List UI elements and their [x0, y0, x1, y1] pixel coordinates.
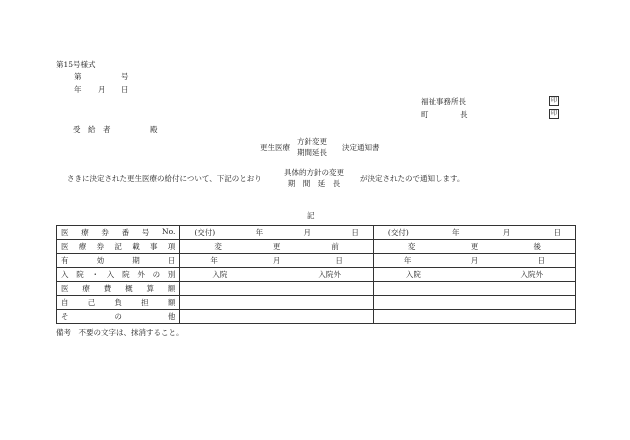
body-intro: さきに決定された更生医療の給付について、下記のとおり [67, 174, 262, 183]
table-row [57, 226, 576, 240]
cell-content [378, 241, 571, 252]
cell-text: 日 [335, 256, 343, 265]
cell-text: 月 [303, 228, 311, 237]
cell-text: 日 [537, 256, 545, 265]
right-copay [373, 296, 575, 310]
cell-content [378, 269, 571, 280]
recipient-honorific: 殿 [150, 125, 158, 134]
left-inpatient [180, 268, 374, 282]
label-justify: 医 療 券 記 載 事 項 [61, 242, 176, 251]
left-valid-date [180, 254, 374, 268]
body-option-1: 具体的方針の変更 [284, 168, 344, 177]
cell-text: 後 [533, 242, 541, 251]
table-row [57, 254, 576, 268]
cell-text: 年 [210, 256, 218, 265]
table-row [57, 240, 576, 254]
right-after-change [373, 240, 575, 254]
cell-text: 年 [403, 256, 412, 265]
office-seal: 印 [550, 97, 557, 104]
town-seal: 印 [550, 110, 557, 117]
cell-text: (交付) [387, 228, 409, 237]
row-label-estimate [57, 282, 180, 296]
label-justify: 医 療 費 概 算 額 [61, 284, 176, 293]
right-estimate [373, 282, 575, 296]
date-year: 年 [74, 85, 82, 94]
form-number: 第15号様式 [56, 60, 96, 69]
title-suffix: 決定通知書 [342, 143, 380, 152]
cell-text: 入院 [405, 270, 421, 279]
left-other [180, 310, 374, 324]
left-issue-date [180, 226, 374, 240]
cell-text: 変 [214, 242, 222, 251]
cell-text: 月 [502, 228, 511, 237]
left-estimate [180, 282, 374, 296]
cell-content [184, 241, 369, 252]
right-inpatient [373, 268, 575, 282]
row-label-copay [57, 296, 180, 310]
ki-heading: 記 [307, 211, 315, 220]
label-justify: 医 療 券 番 号 No. [61, 227, 176, 237]
cell-text: 月 [272, 256, 281, 265]
left-copay [180, 296, 374, 310]
row-label-ticket-number [57, 226, 180, 240]
cell-content [378, 255, 571, 266]
footnote: 備考 不要の文字は、抹消すること。 [56, 328, 184, 337]
title-prefix: 更生医療 [260, 143, 290, 152]
cell-content [184, 269, 369, 280]
body-option-2: 期 間 延 長 [287, 179, 341, 188]
label-justify: 有 効 期 日 [61, 256, 176, 265]
doc-no-prefix: 第 [74, 72, 82, 81]
date-day: 日 [121, 85, 129, 94]
date-month: 月 [98, 85, 106, 94]
cell-text: (交付) [194, 228, 216, 237]
cell-text: 変 [407, 242, 416, 251]
right-issue-date [373, 226, 575, 240]
title-options [297, 136, 327, 158]
town-suffix: 長 [460, 110, 468, 119]
cell-text: 前 [331, 242, 339, 251]
body-options [284, 167, 344, 189]
row-label-other [57, 310, 180, 324]
cell-content [184, 227, 369, 238]
row-label-ticket-items [57, 240, 180, 254]
office-label: 福祉事務所長 [421, 97, 466, 106]
table-row [57, 296, 576, 310]
right-other [373, 310, 575, 324]
cell-text: 年 [255, 228, 264, 237]
cell-text: 月 [470, 256, 479, 265]
cell-text: 更 [470, 242, 479, 251]
right-valid-date [373, 254, 575, 268]
cell-text: 入院外 [520, 270, 543, 279]
town-label: 町 [421, 110, 429, 119]
title-option-1: 方針変更 [297, 137, 327, 146]
cell-text: 入院外 [318, 270, 341, 279]
row-label-valid-date [57, 254, 180, 268]
cell-content [184, 255, 369, 266]
table-row [57, 268, 576, 282]
left-before-change [180, 240, 374, 254]
record-table [56, 225, 576, 324]
recipient-label: 受 給 者 [73, 125, 111, 134]
doc-no-suffix: 号 [121, 72, 129, 81]
label-justify: 自 己 負 担 額 [61, 298, 176, 307]
body-outro: が決定されたので通知します。 [360, 174, 465, 183]
row-label-inpatient [57, 268, 180, 282]
title-option-2: 期間延長 [297, 148, 327, 157]
label-justify: そ の 他 [61, 312, 176, 321]
cell-text: 日 [351, 228, 359, 237]
cell-text: 更 [272, 242, 281, 251]
cell-text: 日 [553, 228, 561, 237]
cell-text: 入院 [212, 270, 228, 279]
label-justify: 入 院 ・ 入 院 外 の 別 [61, 270, 176, 279]
table-row [57, 310, 576, 324]
cell-content [378, 227, 571, 238]
cell-text: 年 [452, 228, 460, 237]
table-row [57, 282, 576, 296]
